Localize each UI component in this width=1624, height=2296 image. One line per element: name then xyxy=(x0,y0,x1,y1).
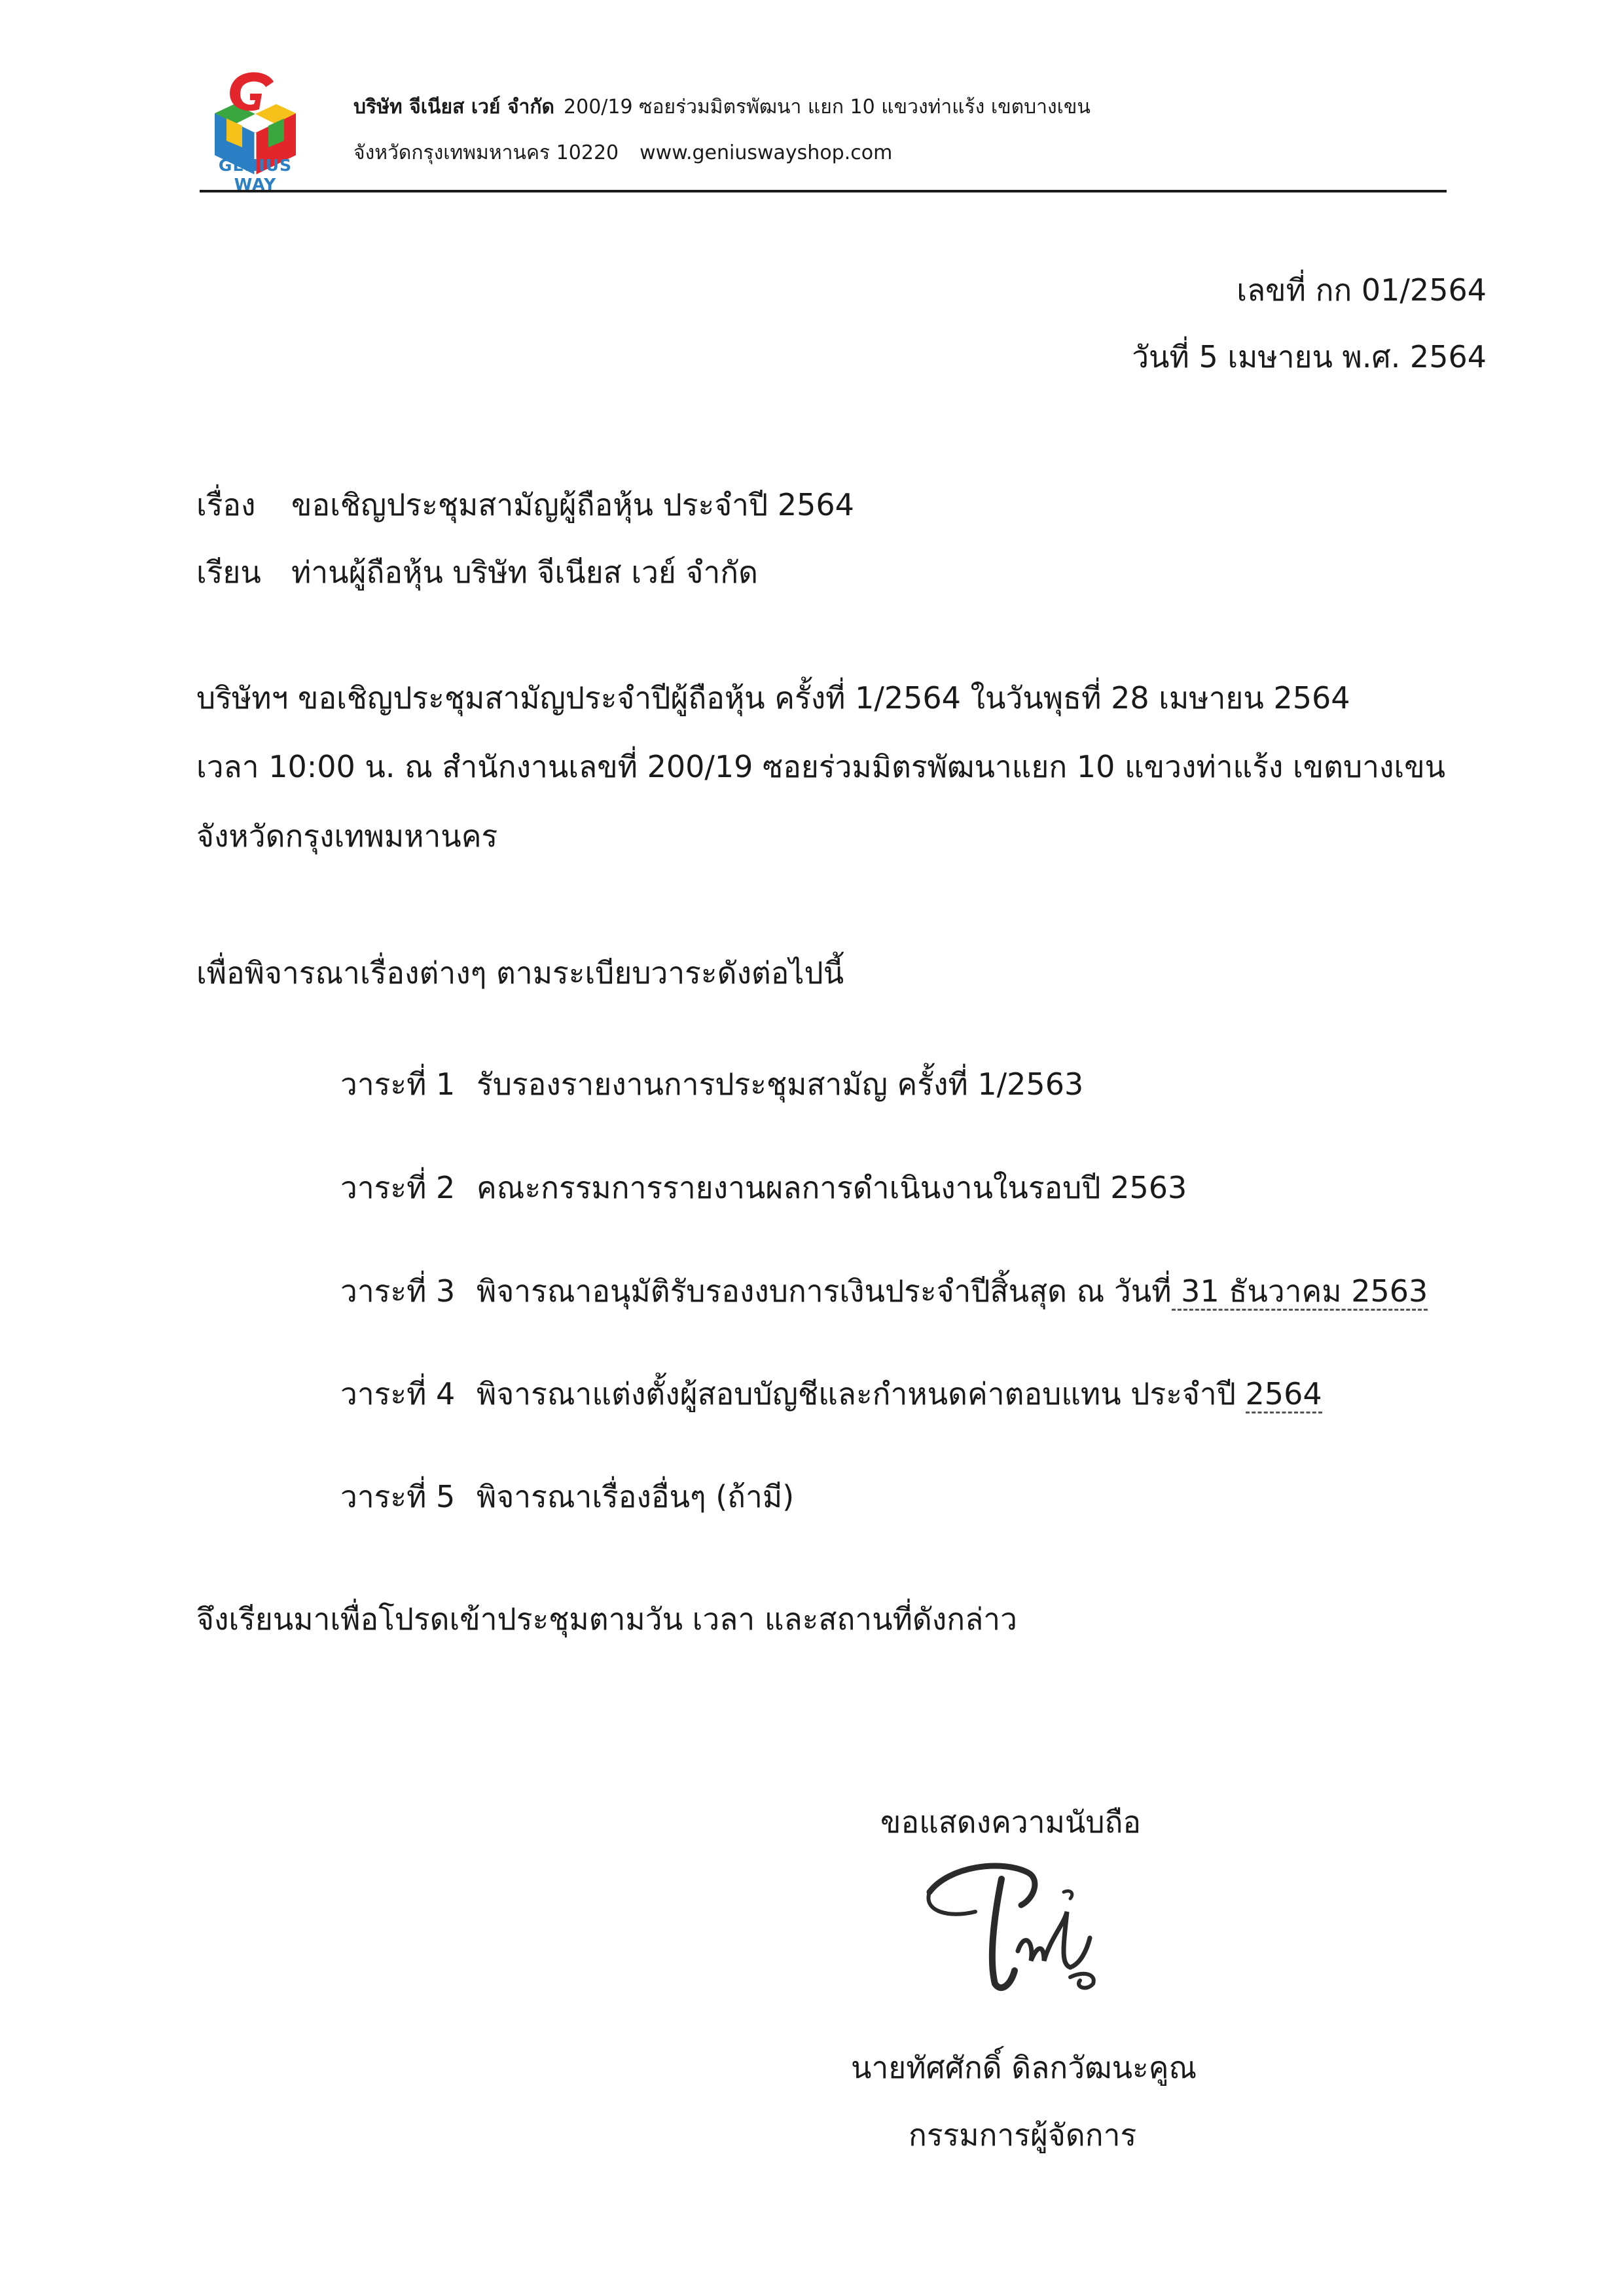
agenda-item-3-text: พิจารณาอนุมัติรับรองงบการเงินประจำปีสิ้นสุด ณ วันที่ xyxy=(477,1273,1172,1309)
letterhead-line-1 xyxy=(353,92,1091,122)
letterhead-divider xyxy=(200,190,1447,192)
company-address-line-1: 200/19 ซอยร่วมมิตรพัฒนา แยก 10 แขวงท่าแร้ง เขตบางเขน xyxy=(564,96,1091,118)
company-name: บริษัท จีเนียส เวย์ จำกัด xyxy=(353,96,555,118)
company-website: www.geniuswayshop.com xyxy=(640,141,893,164)
document-number: เลขที่ กก 01/2564 xyxy=(1236,272,1487,308)
document-date: วันที่ 5 เมษายน พ.ศ. 2564 xyxy=(1132,339,1487,374)
agenda-item-3-label: วาระที่ 3 xyxy=(340,1273,456,1309)
recipient-text: ท่านผู้ถือหุ้น บริษัท จีเนียส เวย์ จำกัด xyxy=(291,555,758,590)
logo-wordmark: GENIUS WAY xyxy=(218,156,293,194)
subject-label: เรื่อง xyxy=(196,487,256,522)
agenda-item-2-label: วาระที่ 2 xyxy=(340,1170,456,1205)
body-paragraph-line-1: บริษัทฯ ขอเชิญประชุมสามัญประจำปีผู้ถือหุ้น ครั้งที่ 1/2564 ในวันพุธที่ 28 เมษายน 2564 xyxy=(196,680,1350,716)
subject-text: ขอเชิญประชุมสามัญผู้ถือหุ้น ประจำปี 2564 xyxy=(291,487,854,522)
agenda-item-3-date: 31 ธันวาคม 2563 xyxy=(1172,1273,1428,1311)
agenda-item-5-text: พิจารณาเรื่องอื่นๆ (ถ้ามี) xyxy=(477,1479,795,1514)
agenda-item-4 xyxy=(477,1370,1322,1418)
signer-position: กรรมการผู้จัดการ xyxy=(909,2117,1137,2153)
body-paragraph-line-2: เวลา 10:00 น. ณ สำนักงานเลขที่ 200/19 ซอยร่วมมิตรพัฒนาแยก 10 แขวงท่าแร้ง เขตบางเขน xyxy=(196,749,1446,784)
signer-name: นายทัศศักดิ์ ดิลกวัฒนะคูณ xyxy=(851,2050,1197,2085)
agenda-item-4-label: วาระที่ 4 xyxy=(340,1376,456,1412)
handwritten-signature xyxy=(903,1853,1119,2003)
letterhead-line-2 xyxy=(353,137,892,168)
agenda-item-4-text: พิจารณาแต่งตั้งผู้สอบบัญชีและกำหนดค่าตอบแทน ประจำปี xyxy=(477,1376,1246,1412)
agenda-item-5-label: วาระที่ 5 xyxy=(340,1479,456,1514)
agenda-item-4-year: 2564 xyxy=(1246,1376,1322,1413)
agenda-item-1-label: วาระที่ 1 xyxy=(340,1066,456,1102)
closing-sentence: จึงเรียนมาเพื่อโปรดเข้าประชุมตามวัน เวลา และสถานที่ดังกล่าว xyxy=(196,1601,1017,1637)
complimentary-close: ขอแสดงความนับถือ xyxy=(880,1804,1142,1840)
agenda-item-1-text: รับรองรายงานการประชุมสามัญ ครั้งที่ 1/2563 xyxy=(477,1066,1084,1102)
agenda-intro: เพื่อพิจารณาเรื่องต่างๆ ตามระเบียบวาระดังต่อไปนี้ xyxy=(196,955,844,991)
agenda-item-3 xyxy=(477,1267,1428,1315)
agenda-item-2-text: คณะกรรมการรายงานผลการดำเนินงานในรอบปี 2563 xyxy=(477,1170,1187,1205)
body-paragraph-line-3: จังหวัดกรุงเทพมหานคร xyxy=(196,818,498,854)
recipient-label: เรียน xyxy=(196,555,261,590)
company-address-line-2: จังหวัดกรุงเทพมหานคร 10220 xyxy=(353,141,619,164)
